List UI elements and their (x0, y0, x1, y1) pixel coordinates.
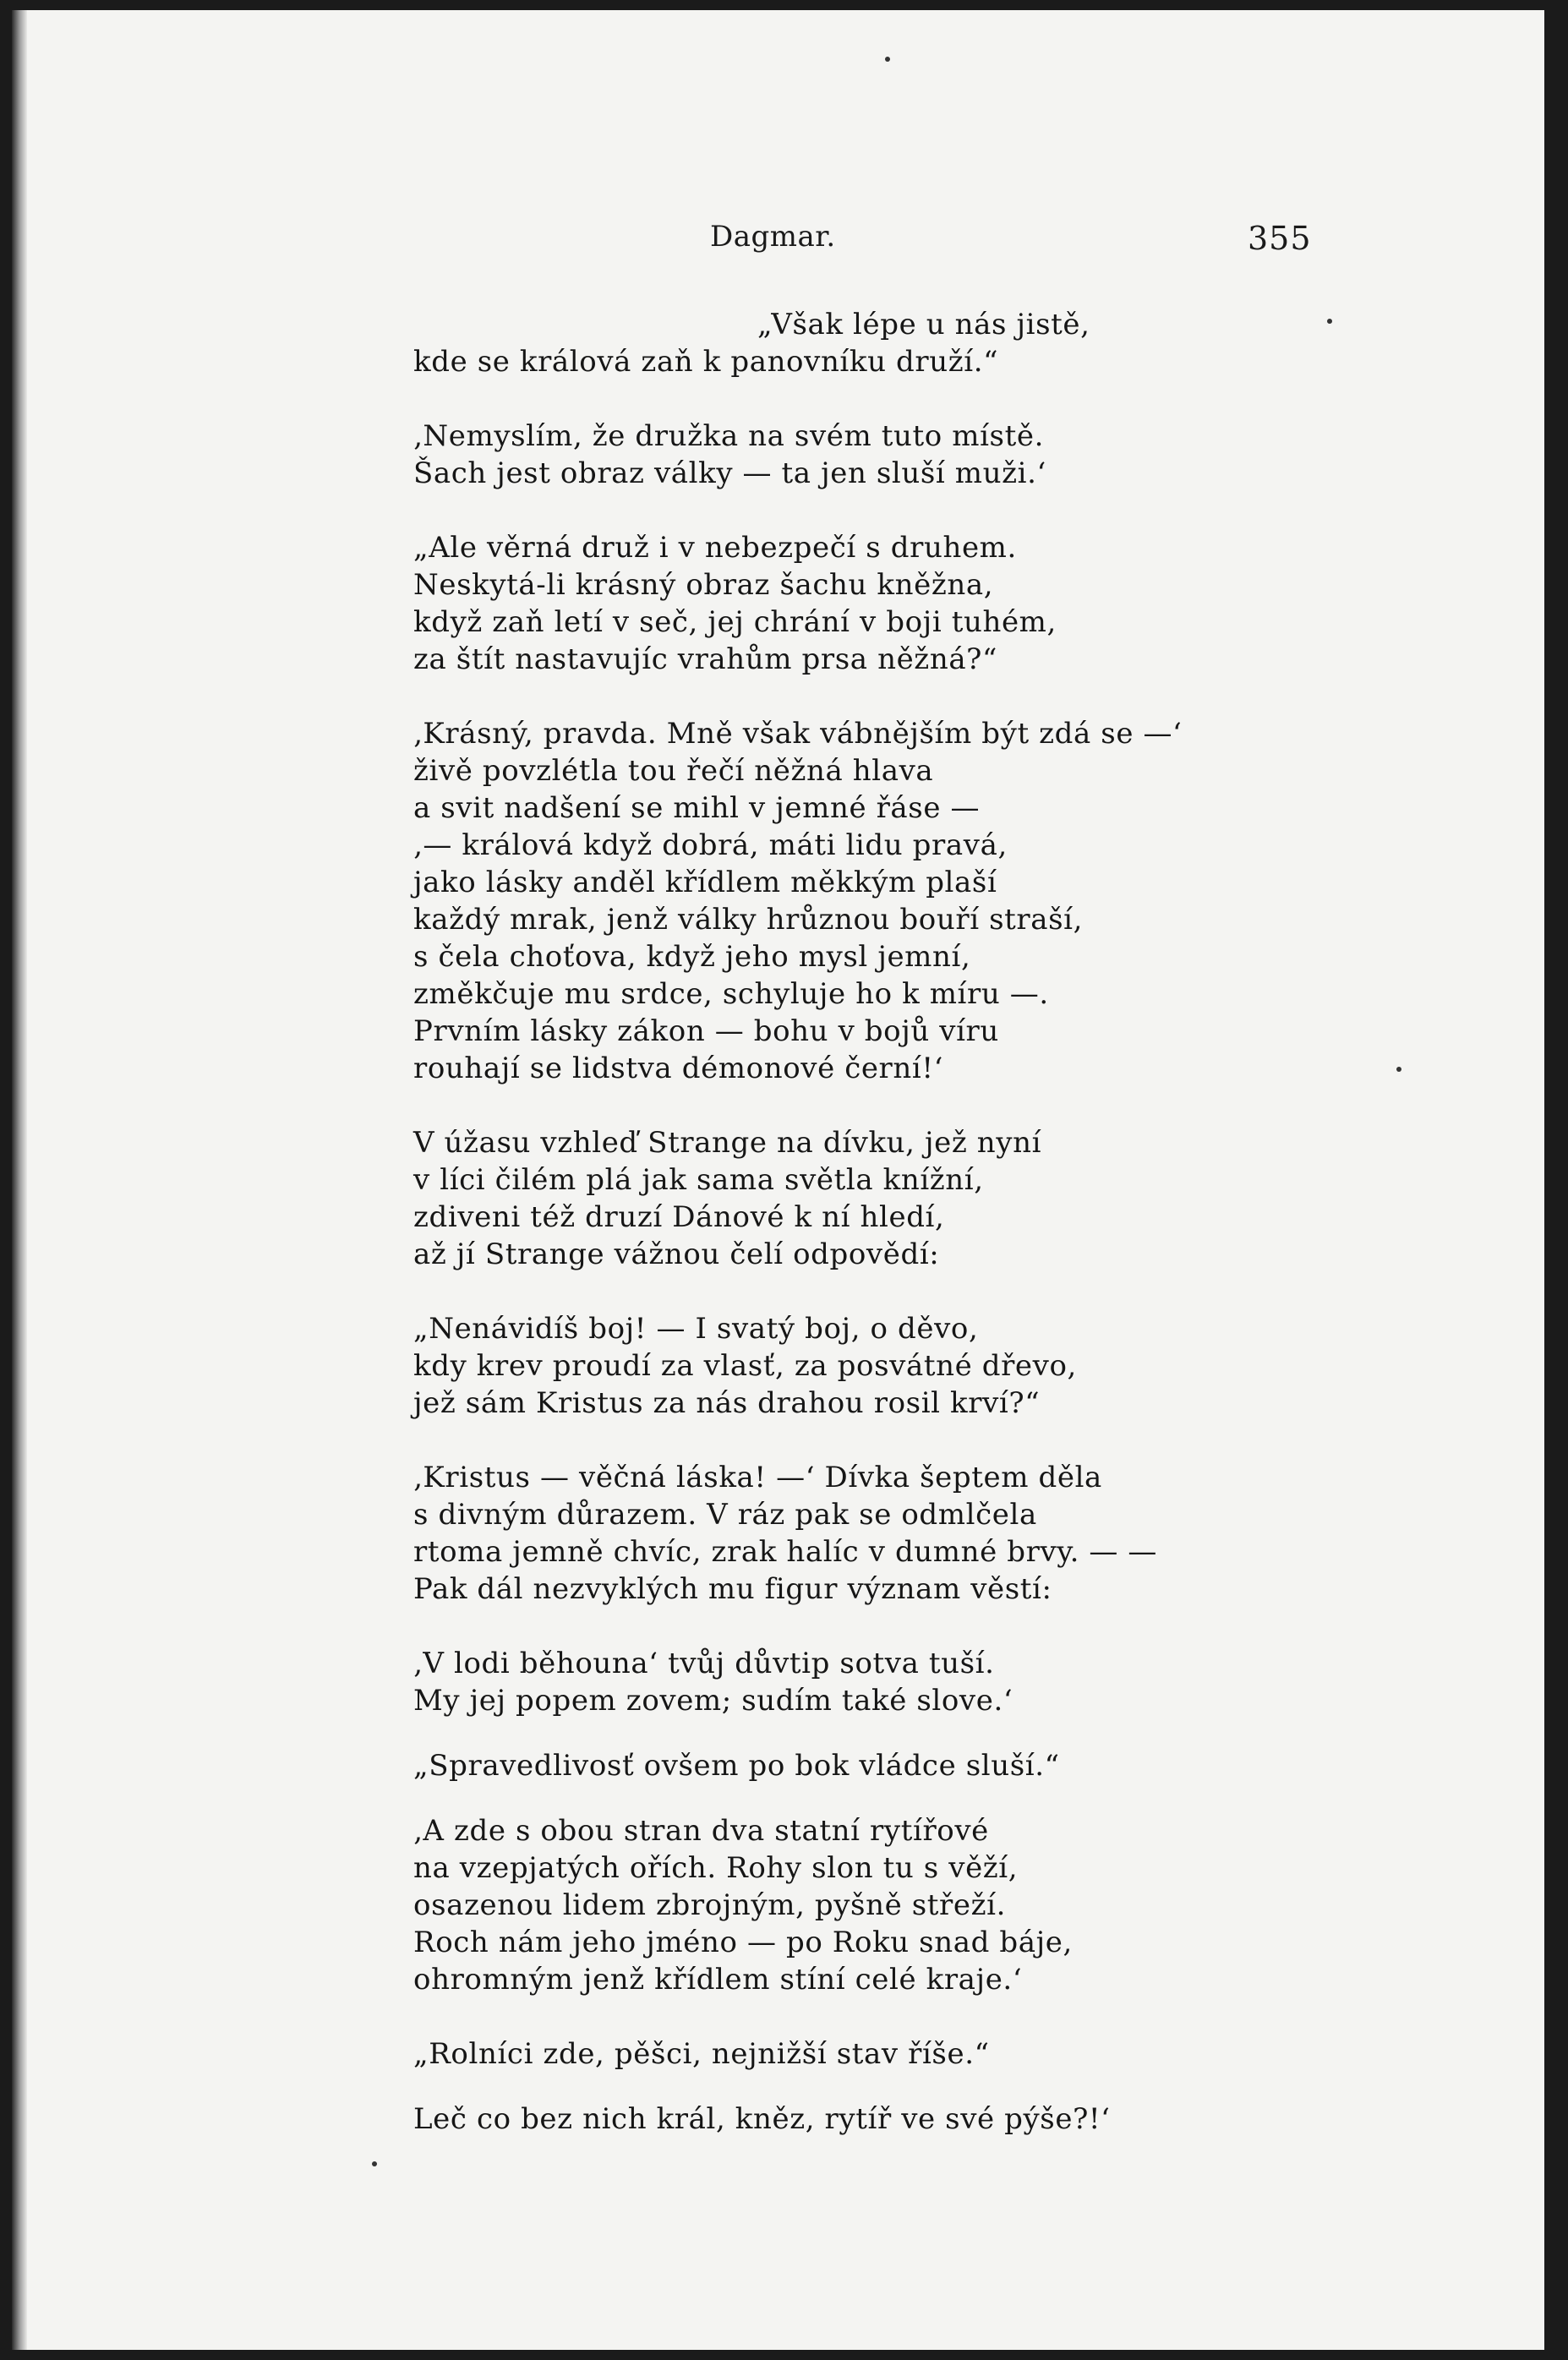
stanza (413, 715, 1276, 1087)
paper-speck (372, 2161, 377, 2166)
verse-line: až jí Strange vážnou čelí odpovědí: (413, 1237, 940, 1271)
verse-line: My jej popem zovem; sudím také slove.‘ (413, 1684, 1013, 1718)
stanza (413, 529, 1276, 678)
verse-line: „Ale věrná druž i v nebezpečí s druhem. (413, 531, 1017, 565)
stanza (413, 1645, 1276, 1719)
paper-speck (1396, 1067, 1401, 1072)
verse-line: s čela choťova, když jeho mysl jemní, (413, 940, 971, 974)
verse-line: rtoma jemně chvíc, zrak halíc v dumné brvy. — — (413, 1535, 1158, 1569)
verse-line: když zaň letí v seč, jej chrání v boji tuhém, (413, 605, 1057, 639)
running-title: Dagmar. (710, 220, 836, 254)
verse-line: kdy krev proudí za vlasť, za posvátné dřevo, (413, 1349, 1077, 1383)
verse-line: Pak dál nezvyklých mu figur význam věstí: (413, 1572, 1052, 1606)
stanza (413, 1310, 1276, 1422)
verse-line: rouhají se lidstva démonové černí!‘ (413, 1052, 944, 1085)
verse-line: za štít nastavujíc vrahům prsa něžná?“ (413, 642, 997, 676)
verse-line: osazenou lidem zbrojným, pyšně střeží. (413, 1888, 1007, 1922)
verse-line: „Spravedlivosť ovšem po bok vládce sluší.“ (413, 1749, 1060, 1783)
verse-line: v líci čilém plá jak sama světla knížní, (413, 1163, 984, 1197)
verse-line: změkčuje mu srdce, schyluje ho k míru —. (413, 977, 1049, 1011)
verse-line: ohromným jenž křídlem stíní celé kraje.‘ (413, 1963, 1023, 1997)
stanza (413, 1459, 1276, 1608)
verse-line: Leč co bez nich král, kněz, rytíř ve své pýše?!‘ (413, 2102, 1111, 2136)
verse-line: jež sám Kristus za nás drahou rosil krví?“ (413, 1386, 1041, 1420)
verse-line: jako lásky anděl křídlem měkkým plaší (413, 866, 997, 899)
stanza (413, 1812, 1276, 1998)
verse-line: ‚Nemyslím, že družka na svém tuto místě. (413, 419, 1044, 453)
page-number: 355 (1248, 220, 1312, 257)
verse-line: ‚A zde s obou stran dva statní rytířové (413, 1814, 989, 1848)
stanza (413, 418, 1276, 492)
verse-line: „Nenávidíš boj! — I svatý boj, o děvo, (413, 1312, 979, 1346)
paper-speck (1327, 319, 1332, 324)
verse-line: ‚Krásný, pravda. Mně však vábnějším být zdá se —‘ (413, 717, 1183, 751)
stanza (413, 2101, 1276, 2138)
verse-line: zdiveni též druzí Dánové k ní hledí, (413, 1200, 945, 1234)
book-page (12, 10, 1544, 2350)
stanza (413, 306, 1276, 380)
verse-line: a svit nadšení se mihl v jemné řáse — (413, 791, 981, 825)
stanza (413, 2035, 1276, 2073)
stanza (413, 1747, 1276, 1784)
page-spine-shadow (12, 10, 27, 2350)
verse-line: Šach jest obraz války — ta jen sluší muži.‘ (413, 456, 1046, 490)
poem-body (413, 306, 1276, 2175)
verse-line: ‚Kristus — věčná láska! —‘ Dívka šeptem děla (413, 1461, 1102, 1494)
stanza (413, 1124, 1276, 1273)
verse-line: každý mrak, jenž války hrůznou bouří straší, (413, 903, 1084, 937)
verse-line: „Však lépe u nás jistě, (757, 308, 1090, 341)
verse-line: ‚V lodi běhouna‘ tvůj důvtip sotva tuší. (413, 1647, 995, 1680)
verse-line: kde se králová zaň k panovníku druží.“ (413, 345, 999, 379)
verse-line: „Rolníci zde, pěšci, nejnižší stav říše.“ (413, 2037, 990, 2071)
verse-line: živě povzlétla tou řečí něžná hlava (413, 754, 934, 788)
verse-line: ‚— králová když dobrá, máti lidu pravá, (413, 828, 1008, 862)
verse-line: na vzepjatých ořích. Rohy slon tu s věží, (413, 1851, 1019, 1885)
verse-line: Roch nám jeho jméno — po Roku snad báje, (413, 1926, 1073, 1959)
verse-line: Neskytá-li krásný obraz šachu kněžna, (413, 568, 994, 602)
verse-line: Prvním lásky zákon — bohu v bojů víru (413, 1014, 999, 1048)
paper-speck (885, 57, 890, 62)
verse-line: s divným důrazem. V ráz pak se odmlčela (413, 1498, 1037, 1532)
verse-line: V úžasu vzhleď Strange na dívku, jež nyní (413, 1126, 1042, 1160)
